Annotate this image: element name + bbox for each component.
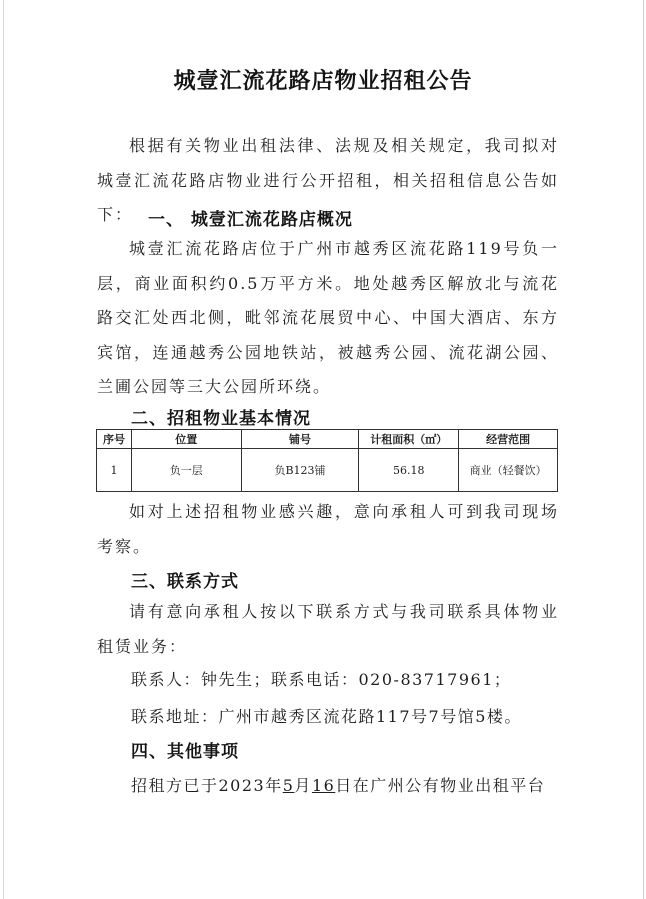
cell-area: 56.18 [359, 449, 459, 492]
section2-heading: 二、招租物业基本情况 [131, 409, 311, 429]
property-table [96, 429, 558, 492]
header-area: 计租面积（㎡） [359, 430, 459, 449]
intro-paragraph: 根据有关物业出租法律、法规及相关规定，我司拟对城壹汇流花路店物业进行公开招租，相关招租信息公告如下： [97, 136, 559, 224]
section4-body [131, 773, 545, 796]
section4-text-mid: 月 [294, 776, 312, 795]
table-header-row [97, 430, 558, 449]
section1-heading: 一、 城壹汇流花路店概况 [148, 210, 353, 230]
month-value: 5 [282, 776, 295, 795]
section4-text-post: 日在广州公有物业出租平台 [335, 776, 546, 795]
header-location: 位置 [131, 430, 241, 449]
header-index: 序号 [97, 430, 132, 449]
day-value: 16 [311, 776, 336, 795]
page-edge-right [643, 0, 644, 899]
cell-location: 负一层 [131, 449, 241, 492]
section4-text-pre: 招租方已于2023年 [131, 776, 283, 795]
table-row [97, 449, 558, 492]
cell-business-scope: 商业（轻餐饮） [459, 449, 558, 492]
section4-heading: 四、其他事项 [131, 742, 239, 762]
section3-heading: 三、联系方式 [131, 572, 239, 592]
cell-index: 1 [97, 449, 132, 492]
address-line: 联系地址：广州市越秀区流花路117号7号馆5楼。 [131, 707, 522, 726]
document-title: 城壹汇流花路店物业招租公告 [173, 69, 473, 94]
section2-note: 如对上述招租物业感兴趣，意向承租人可到我司现场考察。 [97, 502, 559, 556]
header-shop-number: 铺号 [241, 430, 359, 449]
cell-shop-number: 负B123铺 [241, 449, 359, 492]
header-business-scope: 经营范围 [459, 430, 558, 449]
section3-body: 请有意向承租人按以下联系方式与我司联系具体物业租赁业务： [97, 602, 559, 656]
page-edge-left [3, 0, 4, 899]
contact-line: 联系人：钟先生；联系电话：020-83717961； [131, 670, 512, 689]
section1-body: 城壹汇流花路店位于广州市越秀区流花路119号负一层，商业面积约0.5万平方米。地处越秀区解放北与流花路交汇处西北侧，毗邻流花展贸中心、中国大酒店、东方宾馆，连通越秀公园地铁站，被越秀公园、流花湖公园、兰圃公园等三大公园所环绕。 [97, 239, 559, 396]
